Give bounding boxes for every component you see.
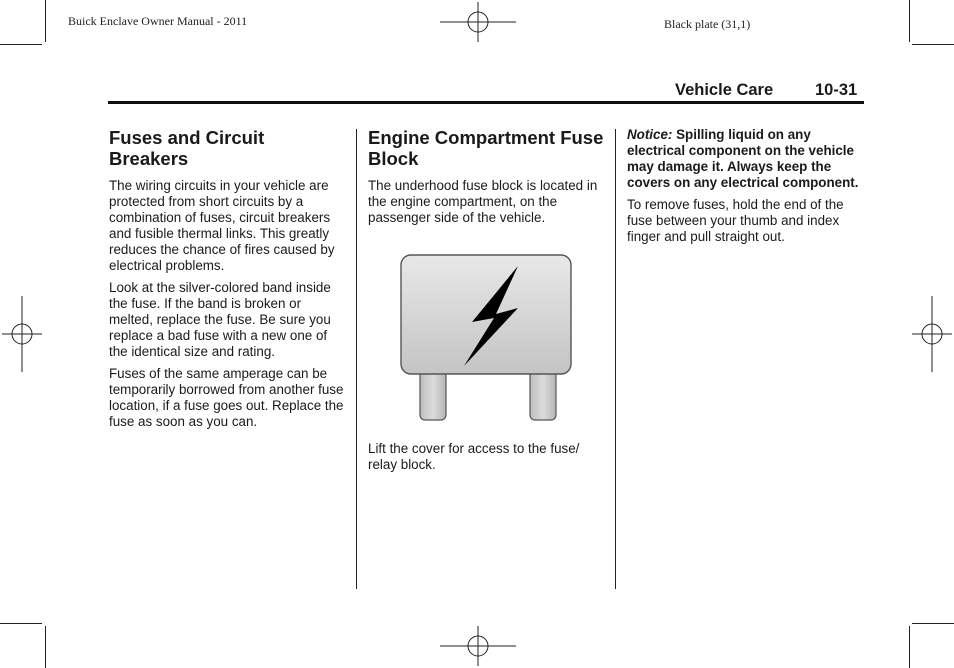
page-number: 10-31	[815, 81, 858, 99]
paragraph: Fuses of the same amperage can be temporarily borrowed from another fuse location, if a fuse goes out. Replace the fuse as soon as you can.	[109, 366, 344, 429]
paragraph: The underhood fuse block is located in the engine compartment, on the passenger side of the vehicle.	[368, 178, 598, 225]
column-divider-2	[615, 129, 616, 589]
registration-mark-top	[440, 2, 516, 42]
column-divider-1	[356, 129, 357, 589]
notice	[627, 127, 863, 191]
header-rule	[108, 101, 864, 104]
notice-text: Spilling liquid on any electrical component on the vehicle may damage it. Always keep the covers on any electrical component.	[627, 127, 859, 190]
running-head-section: Vehicle Care	[675, 81, 774, 99]
manual-title: Buick Enclave Owner Manual - 2011	[68, 14, 248, 28]
section-heading-engine-fuse-block: Engine Compartment Fuse Block	[368, 127, 604, 169]
crop-mark-top-right-h	[912, 44, 954, 45]
crop-mark-bottom-right-v	[909, 626, 910, 668]
registration-mark-left	[2, 296, 42, 372]
paragraph: Look at the silver-colored band inside the fuse. If the band is broken or melted, replace the fuse. Be sure you replace a bad fuse with a new one of the identical size and rating.	[109, 280, 331, 359]
column-right	[627, 127, 863, 251]
column-middle	[368, 127, 606, 232]
paragraph: The wiring circuits in your vehicle are protected from short circuits by a combination of fuses, circuit breakers and fusible thermal links. This greatly reduces the chance of fires caused by electrical problems.	[109, 178, 335, 273]
paragraph: To remove fuses, hold the end of the fuse between your thumb and index finger and pull straight out.	[627, 197, 844, 244]
crop-mark-top-left-v	[45, 0, 46, 42]
crop-mark-bottom-left-v	[45, 626, 46, 668]
registration-mark-right	[912, 296, 952, 372]
caption: Lift the cover for access to the fuse/ relay block.	[368, 441, 580, 472]
section-heading-fuses: Fuses and Circuit Breakers	[109, 127, 265, 169]
crop-mark-bottom-right-h	[912, 623, 954, 624]
plate-label: Black plate (31,1)	[664, 17, 751, 31]
figure-caption	[368, 441, 606, 479]
column-left	[109, 127, 347, 436]
notice-label: Notice:	[627, 127, 673, 142]
crop-mark-top-left-h	[0, 44, 42, 45]
crop-mark-bottom-left-h	[0, 623, 42, 624]
registration-mark-bottom	[440, 626, 516, 666]
crop-mark-top-right-v	[909, 0, 910, 42]
fuse-block-cover-lightning-icon	[398, 252, 576, 424]
